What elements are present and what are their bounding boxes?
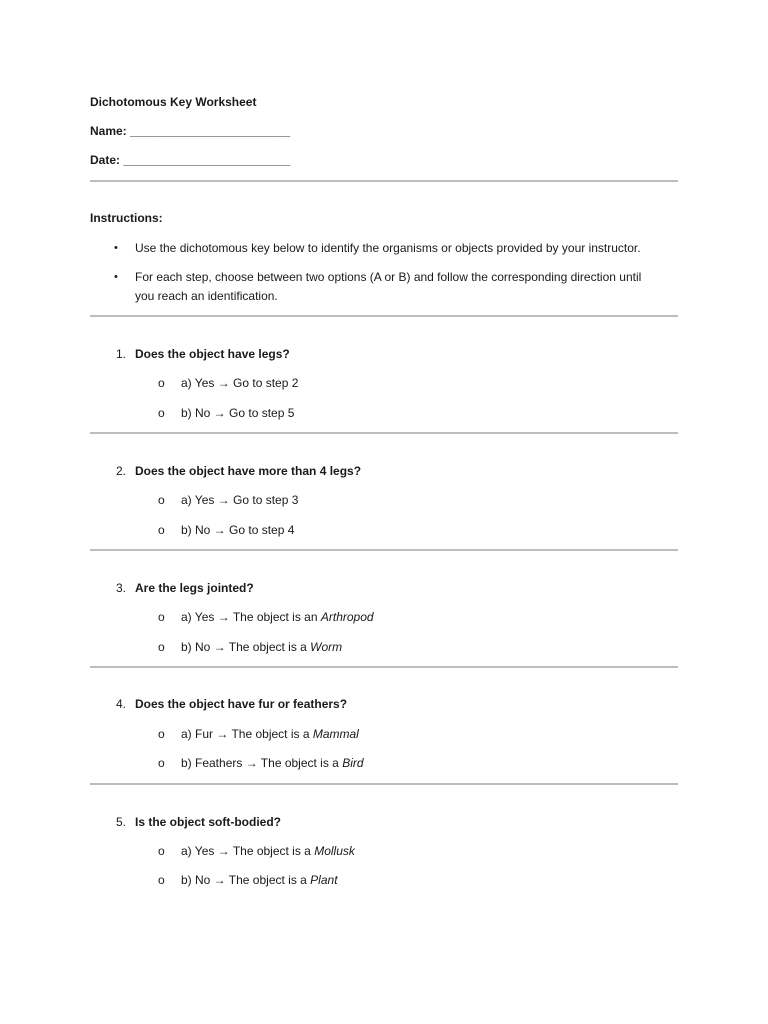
step-option: [181, 492, 298, 508]
option-marker: o: [158, 756, 165, 770]
step-option: [181, 522, 294, 538]
option-marker: o: [158, 844, 165, 858]
step-option: [181, 843, 355, 859]
option-marker: o: [158, 493, 165, 507]
step-option: [181, 609, 374, 625]
option-marker: o: [158, 376, 165, 390]
divider: [90, 180, 678, 182]
bullet-marker: •: [114, 242, 118, 254]
divider: [90, 549, 678, 551]
option-result: Mammal: [312, 727, 359, 741]
option-result: Arthropod: [320, 610, 374, 624]
instruction-item: Use the dichotomous key below to identify the organisms or objects provided by your instructor.: [135, 241, 641, 255]
step-question: Are the legs jointed?: [135, 581, 254, 595]
option-marker: o: [158, 727, 165, 741]
step-option: [181, 872, 338, 888]
step-question: Does the object have fur or feathers?: [135, 697, 348, 711]
divider: [90, 783, 678, 785]
option-result: Worm: [310, 640, 343, 654]
step-option: [181, 755, 364, 771]
step-option: [181, 726, 359, 742]
option-text: a) Yes → The object is an: [181, 610, 321, 624]
option-text: b) No → Go to step 4: [181, 523, 295, 537]
instruction-item-continuation: you reach an identification.: [135, 289, 278, 303]
step-number: 1.: [115, 347, 126, 361]
worksheet-title: Dichotomous Key Worksheet: [90, 95, 257, 109]
name-field-line: Name: ________________________: [90, 124, 291, 138]
option-marker: o: [158, 523, 165, 537]
option-text: b) No → The object is a: [181, 640, 311, 654]
option-text: b) No → Go to step 5: [181, 406, 295, 420]
step-number: 5.: [115, 815, 126, 829]
step-option: [181, 405, 294, 421]
step-number: 3.: [115, 581, 126, 595]
option-text: a) Yes → The object is a: [181, 844, 315, 858]
bullet-marker: •: [114, 271, 118, 283]
option-text: a) Yes → Go to step 3: [181, 493, 299, 507]
step-number: 4.: [115, 697, 126, 711]
option-marker: o: [158, 406, 165, 420]
option-text: a) Fur → The object is a: [181, 727, 313, 741]
step-option: [181, 375, 298, 391]
option-result: Plant: [310, 873, 338, 887]
step-question: Does the object have more than 4 legs?: [135, 464, 362, 478]
step-option: [181, 639, 342, 655]
divider: [90, 315, 678, 317]
date-field-line: Date: _________________________: [90, 153, 291, 167]
option-result: Bird: [342, 756, 364, 770]
step-number: 2.: [115, 464, 126, 478]
step-question: Does the object have legs?: [135, 347, 290, 361]
divider: [90, 432, 678, 434]
divider: [90, 666, 678, 668]
step-question: Is the object soft-bodied?: [135, 815, 281, 829]
option-text: a) Yes → Go to step 2: [181, 376, 299, 390]
option-marker: o: [158, 610, 165, 624]
instruction-item: For each step, choose between two options (A or B) and follow the corresponding direction until: [135, 270, 642, 284]
option-text: b) No → The object is a: [181, 873, 311, 887]
option-marker: o: [158, 640, 165, 654]
instructions-heading: Instructions:: [90, 211, 163, 225]
option-result: Mollusk: [314, 844, 355, 858]
option-marker: o: [158, 873, 165, 887]
option-text: b) Feathers → The object is a: [181, 756, 343, 770]
